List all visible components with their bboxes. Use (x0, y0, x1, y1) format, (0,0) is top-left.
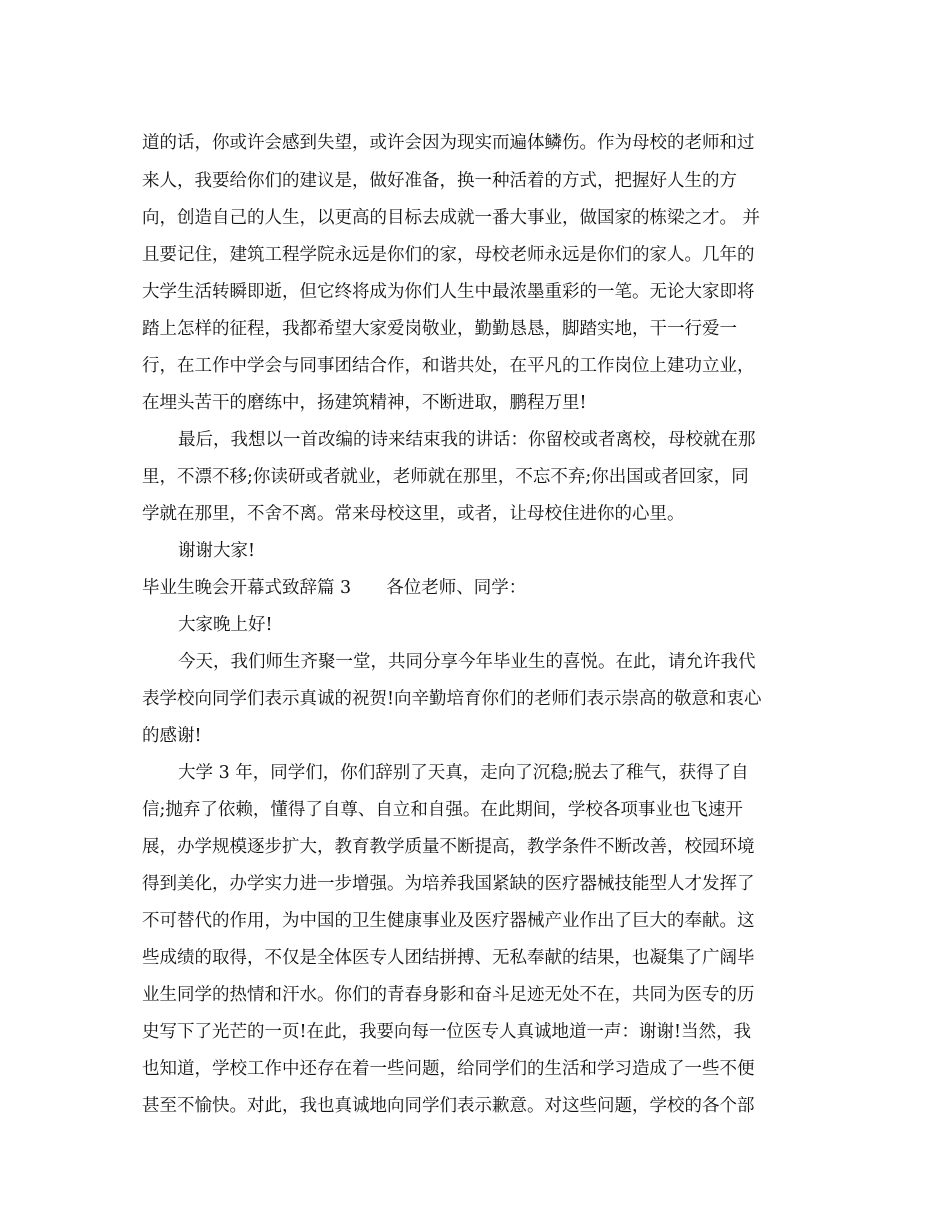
text-line: 里，不漂不移;你读研或者就业，老师就在那里，不忘不弃;你出国或者回家，同 (142, 467, 749, 487)
text-line: 也知道，学校工作中还存在着一些问题，给同学们的生活和学习造成了一些不便 (142, 1059, 755, 1079)
text-line: 信;抛弃了依赖，懂得了自尊、自立和自强。在此期间，学校各项事业也飞速开 (142, 800, 743, 820)
text-line: 甚至不愉快。对此，我也真诚地向同学们表示歉意。对这些问题，学校的各个部 (142, 1096, 755, 1116)
paragraph-start-line: 大学 3 年，同学们，你们辞别了天真，走向了沉稳;脱去了稚气，获得了自 (178, 763, 749, 783)
greeting-line: 大家晚上好! (178, 615, 273, 635)
text-line: 些成绩的取得，不仅是全体医专人团结拼搏、无私奉献的结果，也凝集了广阔毕 (142, 948, 755, 968)
paragraph-start-line: 最后，我想以一首改编的诗来结束我的讲话：你留校或者离校，母校就在那 (178, 430, 756, 450)
closing-thanks-line: 谢谢大家! (178, 541, 256, 561)
text-line: 行，在工作中学会与同事团结合作，和谐共处，在平凡的工作岗位上建功立业， (142, 356, 755, 376)
text-line: 业生同学的热情和汗水。你们的青春身影和奋斗足迹无处不在，共同为医专的历 (142, 985, 755, 1005)
text-line: 且要记住，建筑工程学院永远是你们的家，母校老师永远是你们的家人。几年的 (142, 245, 755, 265)
text-line: 向，创造自己的人生，以更高的目标去成就一番大事业，做国家的栋梁之才。 并 (142, 208, 761, 228)
text-line: 踏上怎样的征程，我都希望大家爱岗敬业，勤勤恳恳，脚踏实地，干一行爱一 (142, 319, 737, 339)
text-line: 来人，我要给你们的建议是，做好准备，换一种活着的方式，把握好人生的方 (142, 171, 737, 191)
text-line: 表学校向同学们表示真诚的祝贺!向辛勤培育你们的老师们表示崇高的敬意和衷心 (142, 689, 762, 709)
section-heading: 毕业生晚会开幕式致辞篇 3 各位老师、同学： (142, 578, 527, 598)
text-line: 展，办学规模逐步扩大，教育教学质量不断提高，教学条件不断改善，校园环境 (142, 837, 755, 857)
paragraph-start-line: 今天，我们师生齐聚一堂，共同分享今年毕业生的喜悦。在此，请允许我代 (178, 652, 756, 672)
text-line: 得到美化，办学实力进一步增强。为培养我国紧缺的医疗器械技能型人才发挥了 (142, 874, 755, 894)
text-line: 的感谢! (142, 726, 202, 746)
text-line: 史写下了光芒的一页!在此，我要向每一位医专人真诚地道一声：谢谢!当然，我 (142, 1022, 752, 1042)
text-line: 道的话，你或许会感到失望，或许会因为现实而遍体鳞伤。作为母校的老师和过 (142, 133, 755, 153)
text-line: 大学生活转瞬即逝，但它终将成为你们人生中最浓墨重彩的一笔。无论大家即将 (142, 282, 755, 302)
text-line: 不可替代的作用，为中国的卫生健康事业及医疗器械产业作出了巨大的奉献。这 (142, 911, 755, 931)
text-line: 在埋头苦干的磨练中，扬建筑精神，不断进取，鹏程万里! (142, 393, 587, 413)
text-line: 学就在那里，不舍不离。常来母校这里，或者，让母校住进你的心里。 (142, 504, 685, 524)
